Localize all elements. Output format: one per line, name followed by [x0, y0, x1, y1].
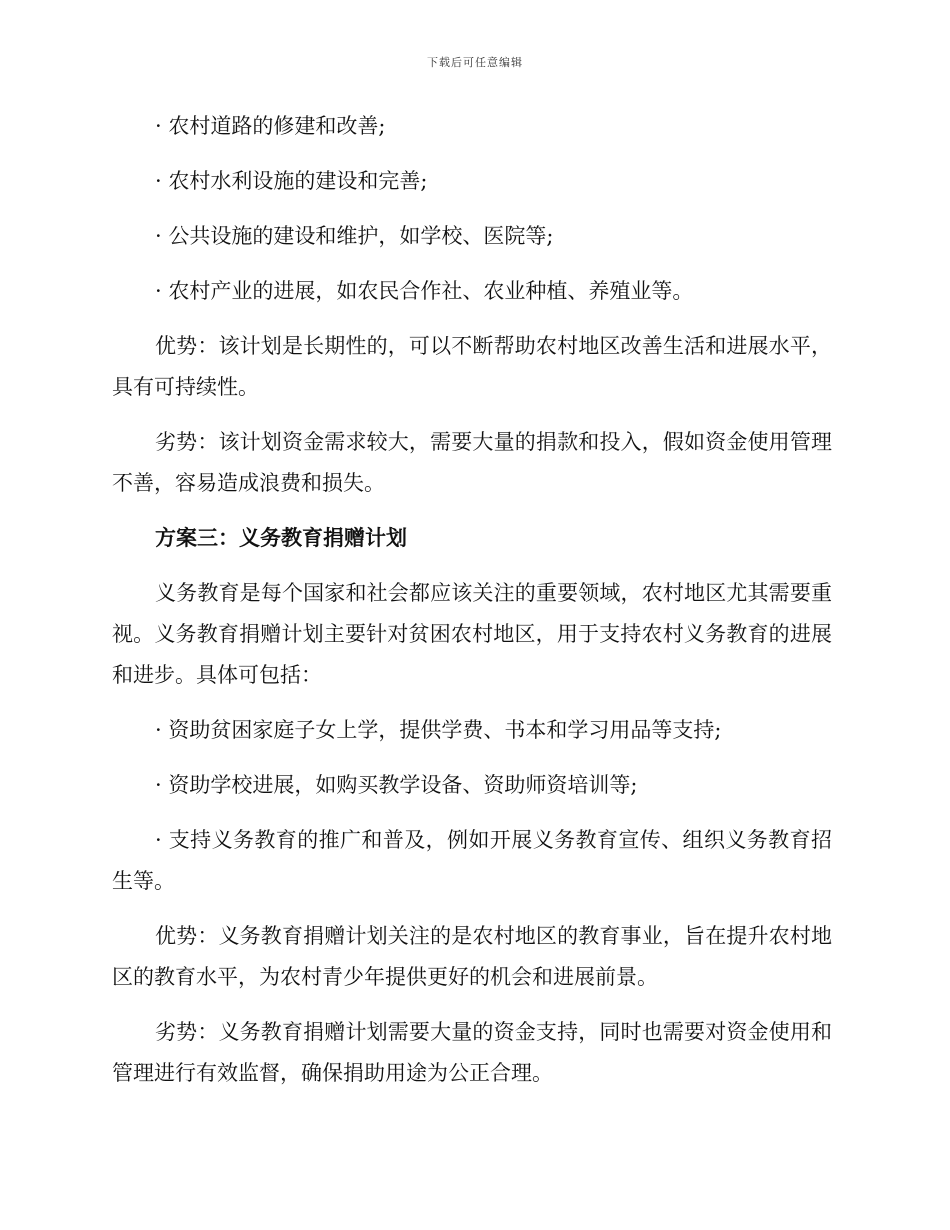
page-header: 下载后可任意编辑	[427, 56, 523, 69]
bullet-industry: · 农村产业的进展，如农民合作社、农业种植、养殖业等。	[155, 279, 694, 303]
section-heading-plan-3: 方案三：义务教育捐赠计划	[155, 526, 407, 550]
paragraph-plan-3-intro: 义务教育是每个国家和社会都应该关注的重要领域，农村地区尤其需要重视。义务教育捐赠计划主要针对贫困农村地区，用于支持农村义务教育的进展和进步。具体可包括：	[112, 581, 832, 687]
bullet-promotion: · 支持义务教育的推广和普及，例如开展义务教育宣传、组织义务教育招生等。	[112, 828, 832, 893]
bullet-public-facilities: · 公共设施的建设和维护，如学校、医院等;	[155, 224, 554, 248]
paragraph-disadvantage-2: 劣势：该计划资金需求较大，需要大量的捐款和投入，假如资金使用管理不善，容易造成浪费和损失。	[112, 430, 832, 495]
paragraph-advantage-3: 优势：义务教育捐赠计划关注的是农村地区的教育事业，旨在提升农村地区的教育水平，为农村青少年提供更好的机会和进展前景。	[112, 924, 832, 989]
bullet-tuition: · 资助贫困家庭子女上学，提供学费、书本和学习用品等支持;	[155, 718, 722, 742]
document-body	[112, 106, 832, 1108]
paragraph-disadvantage-3: 劣势：义务教育捐赠计划需要大量的资金支持，同时也需要对资金使用和管理进行有效监督，确保捐助用途为公正合理。	[112, 1020, 832, 1085]
bullet-road: · 农村道路的修建和改善;	[155, 114, 386, 138]
bullet-school-development: · 资助学校进展，如购买教学设备、资助师资培训等;	[155, 773, 638, 797]
paragraph-advantage-2: 优势：该计划是长期性的，可以不断帮助农村地区改善生活和进展水平，具有可持续性。	[112, 334, 832, 399]
bullet-water: · 农村水利设施的建设和完善;	[155, 169, 428, 193]
